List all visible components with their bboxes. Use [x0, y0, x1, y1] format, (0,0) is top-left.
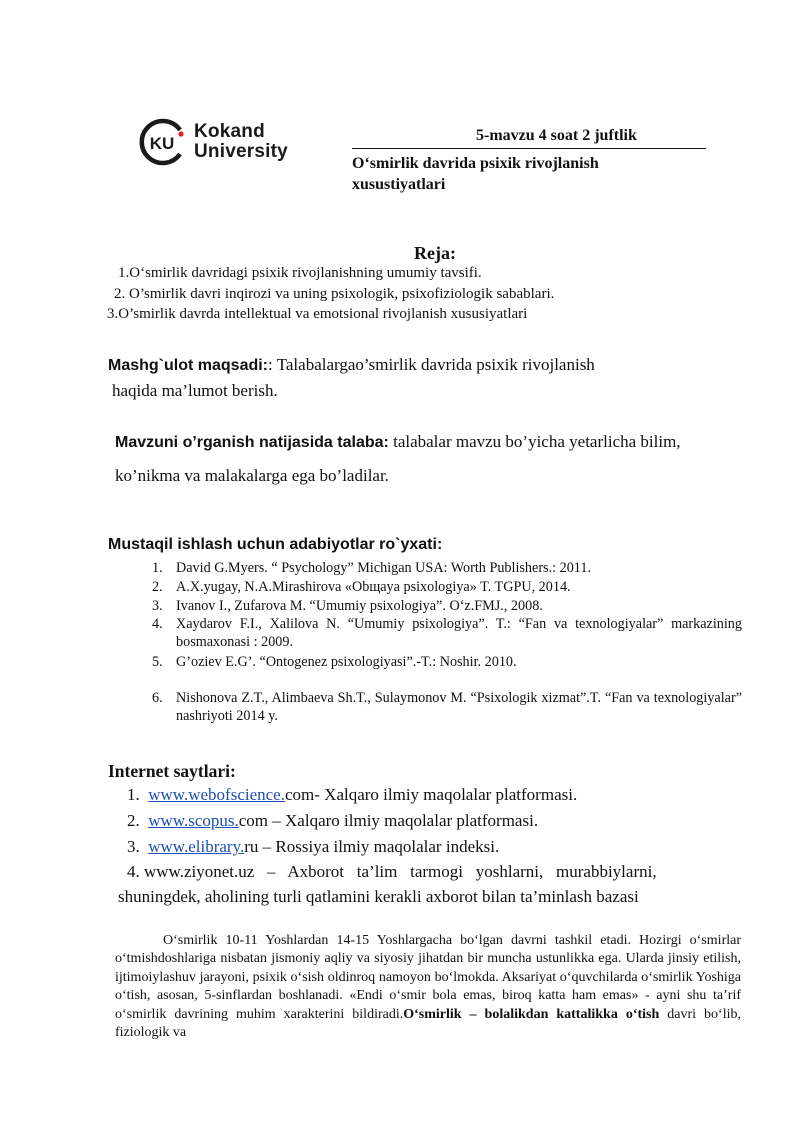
literature-item — [152, 689, 742, 725]
body-paragraph — [115, 932, 741, 1042]
logo-wordmark — [194, 122, 288, 162]
internet-desc: ru – Rossiya ilmiy maqolalar indeksi. — [244, 837, 500, 856]
literature-item — [152, 559, 742, 577]
literature-item — [152, 578, 742, 596]
goal-text-2: haqida ma’lumot berish. — [112, 381, 278, 400]
paragraph-text: O‘smirlik 10-11 Yoshlardan 14-15 Yoshlargacha bo‘lgan davrni tashkil etadi. Hozirgi o‘smirlar o‘tmishdoshlariga nisbatan jismoniy aqliy va siyosiy jihatdan bir muncha ustunlikka ega. Ularda jinsiy etilish, ijtimoiylashuv jarayoni, psixik o‘sish oldinroq namoyon bo‘lmokda. Aksariyat o‘quvchilarda o‘smirlik Yoshiga o‘tish, asosan, 5-sinflardan boshlanadi. «Endi o‘smir bola emas, biroq katta ham emas» - ayni shu ta’rif o‘smirlik davrining muhim xarakterini bildiradi. — [115, 933, 741, 1022]
internet-item — [127, 785, 577, 805]
lesson-title: O‘smirlik davrida psixik rivojlanish xusustiyatlari — [352, 155, 599, 193]
paragraph-tail: davri bo‘lib, fiziologik va — [115, 1006, 741, 1041]
literature-text: David G.Myers. “ Psychology” Michigan USA: Worth Publishers.: 2011. — [176, 560, 591, 576]
lesson-goal — [108, 352, 708, 403]
internet-item — [127, 811, 538, 831]
literature-text: Ivanov I., Zufarova M. “Umumiy psixologiya”. O‘z.FMJ., 2008. — [176, 598, 543, 614]
plan-item-3: 3.O’smirlik davrda intellektual va emotsional rivojlanish xususiyatlari — [107, 306, 528, 322]
plan-heading: Reja: — [414, 243, 456, 263]
logo-line1: Kokand — [194, 121, 265, 142]
internet-desc: com – Xalqaro ilmiy maqolalar platformasi. — [238, 811, 539, 830]
literature-heading: Mustaqil ishlash uchun adabiyotlar ro`yxati: — [108, 536, 443, 553]
result-text-1: talabalar mavzu bo’yicha yetarlicha bilim, — [388, 432, 681, 451]
literature-num: 1. — [152, 560, 163, 576]
literature-item — [152, 597, 742, 615]
university-logo — [136, 116, 306, 166]
logo-line2: University — [194, 141, 288, 162]
learning-result — [115, 425, 755, 492]
elibrary-link[interactable]: www.elibrary. — [148, 837, 245, 856]
internet-item — [127, 837, 499, 857]
literature-num: 4. — [152, 616, 163, 632]
literature-num: 2. — [152, 579, 163, 595]
literature-item — [152, 653, 742, 671]
internet-num: 1. — [127, 785, 140, 804]
literature-text: G’oziev E.G’. “Ontogenez psixologiyasi”.-T.: Noshir. 2010. — [176, 654, 517, 670]
internet-num: 3. — [127, 837, 140, 856]
goal-colon: : — [268, 355, 273, 374]
ku-logo-icon — [136, 116, 188, 168]
goal-text-1: Talabalargao’smirlik davrida psixik rivojlanish — [272, 355, 595, 374]
literature-text: Xaydarov F.I., Xalilova N. “Umumiy psixologiya”. T.: “Fan va texnologiyalar” markazining bosmaxonasi : 2009. — [176, 616, 742, 650]
internet-item-4-line2: shuningdek, aholining turli qatlamini kerakli axborot bilan ta’minlash bazasi — [118, 887, 639, 906]
literature-num: 6. — [152, 690, 163, 706]
logo-mark: KU — [149, 134, 175, 153]
literature-text: A.X.yugay, N.A.Mirashirova «Obщaya psixologiya» T. TGPU, 2014. — [176, 579, 571, 595]
internet-desc: com- Xalqaro ilmiy maqolalar platformasi. — [284, 785, 578, 804]
scopus-link[interactable]: www.scopus. — [148, 811, 239, 830]
internet-num: 2. — [127, 811, 140, 830]
literature-item — [152, 615, 742, 651]
literature-text: Nishonova Z.T., Alimbaeva Sh.T., Sulaymonov M. “Psixologik xizmat”.T. “Fan va texnologiyalar” nashriyoti 2014 y. — [176, 690, 742, 724]
internet-heading: Internet saytlari: — [108, 761, 236, 781]
plan-item-2: 2. O’smirlik davri inqirozi va uning psixologik, psixofiziologik sabablari. — [114, 286, 555, 302]
result-label: Mavzuni o’rganish natijasida talaba: — [115, 434, 389, 451]
literature-num: 5. — [152, 654, 163, 670]
internet-item-4-line1: 4. www.ziyonet.uz – Axborot ta’lim tarmogi yoshlarni, murabbiylarni, — [127, 862, 657, 881]
paragraph-bold: O‘smirlik – bolalikdan kattalikka o‘tish — [403, 1006, 660, 1022]
webofscience-link[interactable]: www.webofscience. — [148, 785, 285, 804]
literature-num: 3. — [152, 598, 163, 614]
plan-item-1: 1.O‘smirlik davridagi psixik rivojlanishning umumiy tavsifi. — [118, 265, 482, 281]
topic-label: 5-mavzu 4 soat 2 juftlik — [476, 127, 637, 144]
result-text-2: ko’nikma va malakalarga ega bo’ladilar. — [115, 466, 389, 485]
goal-label: Mashg`ulot maqsadi: — [108, 357, 269, 374]
